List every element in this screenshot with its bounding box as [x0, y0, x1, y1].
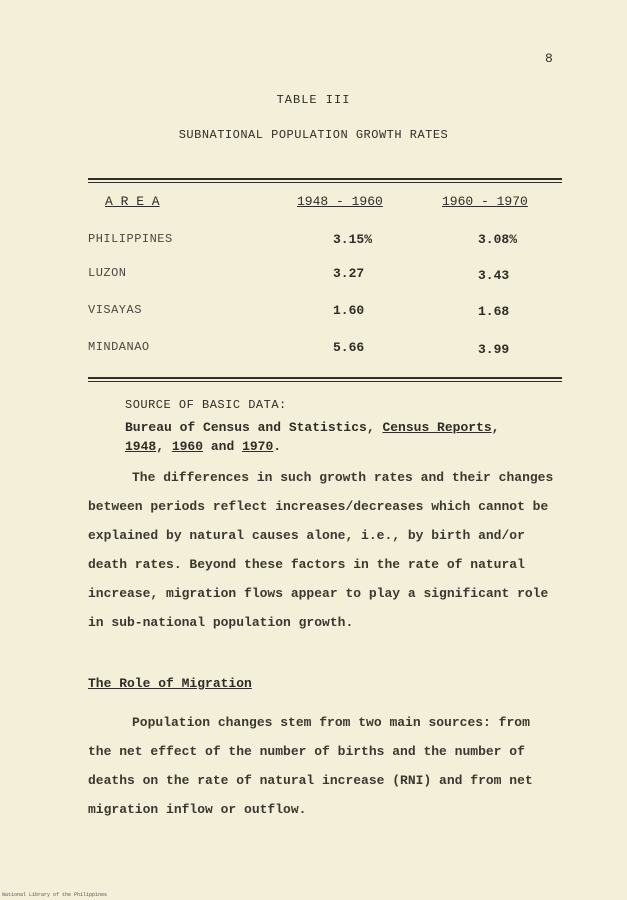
page-number: 8 [545, 51, 553, 66]
row-area-label: PHILIPPINES [88, 232, 173, 246]
row-area-label: LUZON [88, 266, 127, 280]
row-area-label: VISAYAS [88, 303, 142, 317]
table-top-rule-thin [88, 182, 562, 183]
table-subtitle: SUBNATIONAL POPULATION GROWTH RATES [178, 128, 449, 142]
header-area: A R E A [105, 194, 160, 209]
row-value-p2: 3.43 [478, 268, 510, 283]
table-bottom-rule-thin [88, 381, 562, 382]
row-value-p2: 3.08% [478, 232, 518, 247]
row-value-p2: 1.68 [478, 304, 510, 319]
source-conjunction: and [203, 439, 243, 454]
source-year: 1960 [171, 439, 204, 454]
row-value-p1: 3.27 [333, 266, 365, 281]
paragraph-population-changes: Population changes stem from two main sources: from the net effect of the number of births and the number of deaths on the rate of natural increase (RNI) and from net migration inflow or outflow. [88, 715, 533, 817]
row-value-p1: 1.60 [333, 303, 365, 318]
header-period-2: 1960 - 1970 [442, 194, 528, 209]
table-bottom-rule [88, 377, 562, 379]
row-value-p1: 3.15% [333, 232, 373, 247]
row-area-label: MINDANAO [88, 340, 150, 354]
row-value-p2: 3.99 [478, 342, 510, 357]
source-citation: Bureau of Census and Statistics, Census Reports, 1948, 1960 and 1970. [125, 420, 500, 454]
section-heading: The Role of Migration [88, 676, 252, 691]
header-period-1: 1948 - 1960 [297, 194, 383, 209]
source-year: 1970 [242, 439, 274, 454]
source-report-title: Census Reports [382, 420, 492, 435]
source-publisher: Bureau of Census and Statistics, [125, 420, 383, 435]
table-title: TABLE III [276, 93, 351, 107]
table-top-rule [88, 178, 562, 180]
footer-library-credit: National Library of the Philippines [2, 892, 108, 898]
paragraph-growth-differences: The differences in such growth rates and their changes between periods reflect increases/decreases which cannot be explained by natural causes alone, i.e., by birth and/or death rates. Beyond these factors in the rate of natural increase, migration flows appear to play a significant role in sub-national population growth. [88, 470, 554, 630]
source-year: 1948 [125, 439, 157, 454]
source-label: SOURCE OF BASIC DATA: [125, 398, 287, 412]
row-value-p1: 5.66 [333, 340, 365, 355]
